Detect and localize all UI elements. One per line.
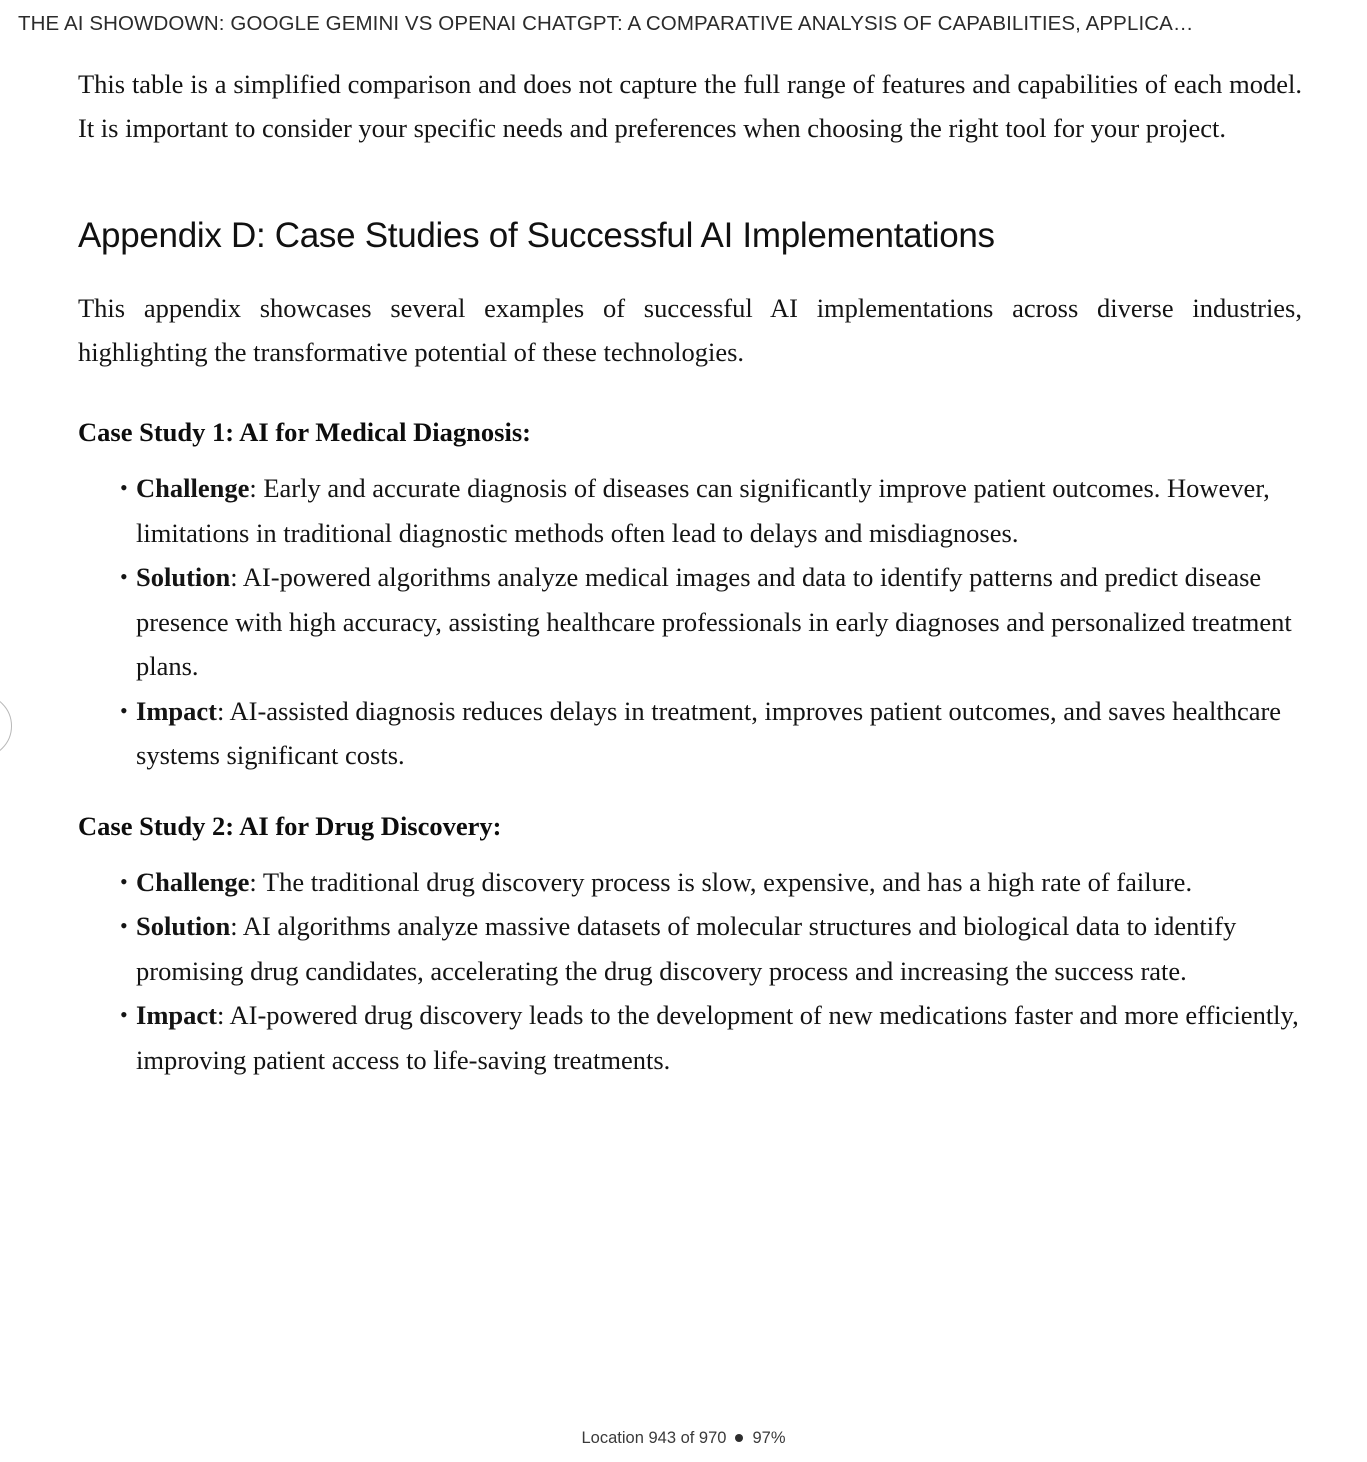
spacer xyxy=(78,150,1302,212)
bullet-icon: • xyxy=(120,475,128,500)
reader-page xyxy=(0,48,1367,1414)
list-item-term: Challenge xyxy=(136,866,250,897)
page-content xyxy=(78,62,1302,1082)
list-item xyxy=(78,466,1302,555)
spacer xyxy=(78,846,1302,860)
list-item xyxy=(78,904,1302,993)
list-item-text: : AI-powered drug discovery leads to the development of new medications faster and more efficiently, improving patient access to life-saving treatments. xyxy=(136,1000,1299,1075)
reading-progress-group xyxy=(582,1429,786,1448)
document-title-bar xyxy=(0,0,1367,48)
spacer xyxy=(78,260,1302,286)
list-item-term: Challenge xyxy=(136,473,250,503)
document-title: THE AI SHOWDOWN: GOOGLE GEMINI VS OPENAI CHATGPT: A COMPARATIVE ANALYSIS OF CAPABILITIES, APPLICA… xyxy=(18,12,1194,35)
list-item-text: : AI-powered algorithms analyze medical images and data to identify patterns and predict disease presence with high accuracy, assisting healthcare professionals in early diagnoses and personalized treatment plans. xyxy=(136,562,1292,681)
list-item xyxy=(78,689,1302,778)
case-study-2-heading: Case Study 2: AI for Drug Discovery: xyxy=(78,810,502,841)
list-item-text: : AI-assisted diagnosis reduces delays in treatment, improves patient outcomes, and saves healthcare systems significant costs. xyxy=(136,695,1282,770)
list-item-term: Solution xyxy=(136,562,231,592)
spacer xyxy=(78,452,1302,466)
case-study-1-heading: Case Study 1: AI for Medical Diagnosis: xyxy=(78,417,531,447)
list-item-text: : AI algorithms analyze massive datasets of molecular structures and biological data to identify promising drug candidates, accelerating the drug discovery process and increasing the success rate. xyxy=(136,911,1237,986)
appendix-paragraph: This appendix showcases several examples of successful AI implementations across diverse industries, highlighting the transformative potential of these technologies. xyxy=(78,293,1302,367)
list-item-text: : Early and accurate diagnosis of diseases can significantly improve patient outcomes. However, limitations in traditional diagnostic methods often lead to delays and misdiagnoses. xyxy=(136,473,1270,548)
location-label: Location 943 of 970 xyxy=(581,1428,727,1447)
intro-paragraph: This table is a simplified comparison and does not capture the full range of features and capabilities of each model. It is important to consider your specific needs and preferences when choosing the right tool for your project. xyxy=(78,69,1302,143)
reading-progress-footer[interactable] xyxy=(0,1414,1367,1462)
previous-page-circle-button[interactable] xyxy=(0,694,12,758)
separator-dot-icon xyxy=(735,1434,743,1442)
spacer xyxy=(78,374,1302,412)
list-item-term: Impact xyxy=(136,1000,217,1030)
bullet-icon: • xyxy=(120,868,128,894)
spacer xyxy=(78,778,1302,806)
list-item xyxy=(78,993,1302,1082)
case-study-1-list xyxy=(78,466,1302,778)
list-item xyxy=(78,860,1302,905)
case-study-2-list xyxy=(78,860,1302,1083)
list-item-term: Impact xyxy=(136,695,217,726)
appendix-heading: Appendix D: Case Studies of Successful AI Implementations xyxy=(78,216,995,255)
list-item xyxy=(78,555,1302,689)
list-item-text: : The traditional drug discovery process is slow, expensive, and has a high rate of failure. xyxy=(249,866,1193,897)
bullet-icon: • xyxy=(120,564,128,589)
list-item-term: Solution xyxy=(136,911,231,941)
progress-percent-label: 97% xyxy=(752,1428,786,1447)
bullet-icon: • xyxy=(120,1002,128,1027)
bullet-icon: • xyxy=(120,913,128,938)
bullet-icon: • xyxy=(120,697,128,723)
